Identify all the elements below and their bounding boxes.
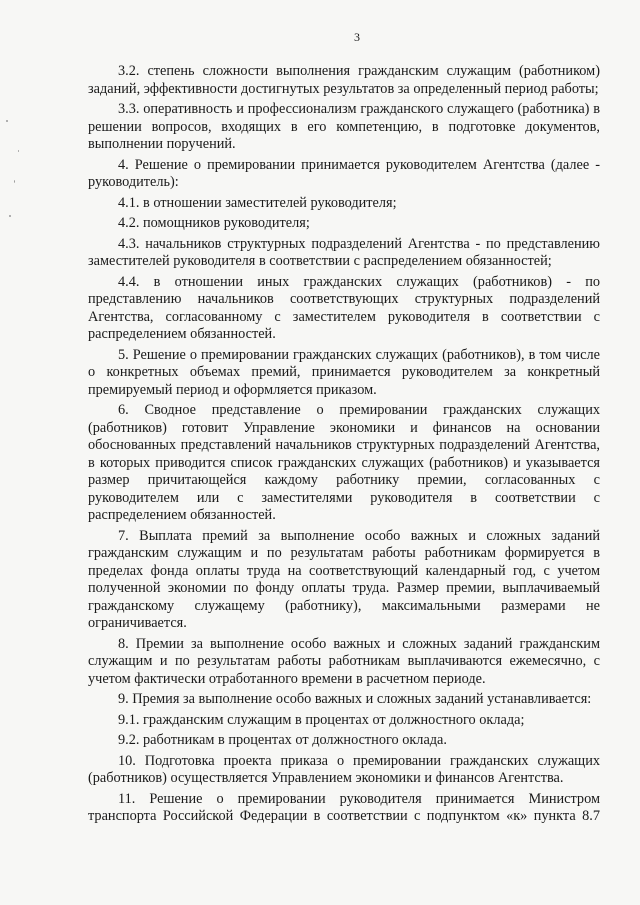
paragraph-4-4: 4.4. в отношении иных гражданских служащих (работников) - по представлению начальников соответствующих структурных подразделений Агентства, согласованному с заместителем руководителя в соответствии с распределением обязанностей. xyxy=(88,273,600,342)
document-body xyxy=(88,63,600,826)
paragraph-6: 6. Сводное представление о премировании гражданских служащих (работников) готовит Управление экономики и финансов на основании обоснованных представлений начальников структурных подразделений Агентства, в которых приводится список гражданских служащих (работников) и указывается размер причитающейся каждому работнику премии, согласованных с руководителем или с заместителями руководителя в соответствии с распределением обязанностей. xyxy=(88,402,600,523)
paragraph-11: 11. Решение о премировании руководителя принимается Министром транспорта Российской Федерации в соответствии с подпунктом «к» пункта 8.7 xyxy=(88,790,600,824)
page-number: 3 xyxy=(354,30,360,44)
scan-speck xyxy=(9,215,11,217)
scan-speck xyxy=(18,150,19,152)
scan-speck xyxy=(6,120,8,122)
paragraph-4-3: 4.3. начальников структурных подразделений Агентства - по представлению заместителей руководителя в соответствии с распределением обязанностей; xyxy=(88,235,600,269)
paragraph-10: 10. Подготовка проекта приказа о премировании гражданских служащих (работников) осуществляется Управлением экономики и финансов Агентства. xyxy=(88,752,600,786)
paragraph-5: 5. Решение о премировании гражданских служащих (работников), в том числе о конкретных объемах премий, принимается руководителем за конкретный премируемый период и оформляется приказом. xyxy=(88,346,600,398)
paragraph-4-1: 4.1. в отношении заместителей руководителя; xyxy=(118,194,397,211)
paragraph-9-1: 9.1. гражданским служащим в процентах от должностного оклада; xyxy=(118,711,525,728)
scan-speck xyxy=(14,180,15,183)
paragraph-9: 9. Премия за выполнение особо важных и сложных заданий устанавливается: xyxy=(118,691,592,707)
paragraph-3-2: 3.2. степень сложности выполнения гражданским служащим (работником) заданий, эффективности достигнутых результатов за определенный период работы; xyxy=(88,63,600,97)
paragraph-4: 4. Решение о премировании принимается руководителем Агентства (далее - руководитель): xyxy=(88,156,600,190)
paragraph-3-3: 3.3. оперативность и профессионализм гражданского служащего (работника) в решении вопросов, входящих в его компетенцию, в подготовке документов, выполнении поручений. xyxy=(88,101,600,152)
paragraph-4-2: 4.2. помощников руководителя; xyxy=(118,215,310,231)
paragraph-9-2: 9.2. работникам в процентах от должностного оклада. xyxy=(118,732,447,748)
paragraph-7: 7. Выплата премий за выполнение особо важных и сложных заданий гражданским служащим и по результатам работы работникам формируется в пределах фонда оплаты труда на соответствующий календарный год, с учетом полученной экономии по фонду оплаты труда. Размер премии, выплачиваемый гражданскому служащему (работнику), максимальными размерами не ограничивается. xyxy=(88,527,600,631)
paragraph-8: 8. Премии за выполнение особо важных и сложных заданий гражданским служащим и по результатам работы работникам выплачиваются ежемесячно, с учетом фактически отработанного времени в расчетном периоде. xyxy=(88,635,600,687)
